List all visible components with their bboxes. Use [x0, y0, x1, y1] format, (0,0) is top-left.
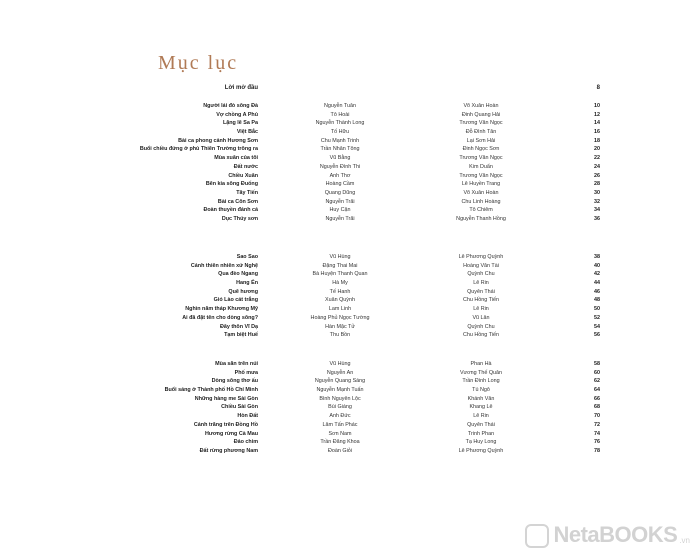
entry-illustrator: Hoàng Văn Tài [463, 262, 499, 269]
entry-title: Bên kia sông Đuống [205, 181, 258, 188]
entry-author: Hoàng Phủ Ngọc Tường [310, 314, 370, 321]
entry-author: Vũ Bằng [329, 155, 351, 162]
entry-title: Đất rừng phương Nam [199, 447, 258, 454]
toc-entry[interactable] [0, 189, 700, 198]
toc-entry[interactable] [0, 215, 700, 224]
entry-author: Chu Mạnh Trinh [320, 137, 360, 144]
toc-entry[interactable] [0, 180, 700, 189]
entry-illustrator: Tô Chiêm [469, 207, 493, 214]
entry-author: Hàn Mặc Tử [325, 323, 355, 330]
entry-illustrator: Đỗ Đình Tân [465, 129, 497, 136]
entry-page: 10 [594, 103, 600, 109]
entry-author: Nguyễn Trãi [325, 215, 355, 222]
toc-entry[interactable] [0, 430, 700, 439]
entry-illustrator: Võ Xuân Hoàn [463, 103, 499, 109]
entry-page: 46 [594, 288, 600, 295]
entry-illustrator: Quỳnh Chu [467, 323, 495, 330]
entry-title: Đất nước [233, 163, 258, 170]
entry-author: Lam Linh [328, 306, 352, 313]
entry-author: Đoàn Giỏi [328, 447, 352, 454]
entry-title: Ai đã đặt tên cho dòng sông? [182, 314, 258, 321]
toc-entry[interactable] [0, 395, 700, 404]
entry-title: Chiều Xuân [228, 172, 258, 179]
toc-entry[interactable] [0, 360, 700, 369]
entry-author: Hà My [332, 280, 348, 287]
entry-illustrator: Kim Duẩn [469, 163, 493, 170]
toc-entry[interactable] [0, 119, 700, 128]
entry-illustrator: Khang Lê [469, 404, 493, 411]
entry-page: 72 [594, 421, 600, 428]
entry-illustrator: Trương Văn Ngọc [459, 120, 503, 127]
entry-illustrator: Lê Phương Quỳnh [458, 447, 504, 454]
entry-title: Nghìn năm tháp Khương Mỹ [185, 306, 258, 313]
entry-title: Qua đèo Ngang [218, 271, 258, 278]
entry-page: 32 [594, 198, 600, 205]
entry-author: Anh Đức [329, 413, 351, 420]
entry-author: Nguyễn Quang Sáng [314, 378, 366, 385]
toc-entry[interactable] [0, 447, 700, 456]
toc-entry[interactable] [0, 403, 700, 412]
entry-title: Việt Bắc [236, 129, 258, 136]
entry-page: 26 [594, 172, 600, 179]
entry-title: Buổi sáng ở Thành phố Hồ Chí Minh [164, 387, 258, 394]
toc-entry[interactable] [0, 438, 700, 447]
entry-illustrator: Phan Hà [470, 361, 492, 367]
entry-page: 66 [594, 395, 600, 402]
entry-title: Bài ca Côn Sơn [217, 198, 258, 205]
entry-page: 40 [594, 262, 600, 269]
toc-entry[interactable] [0, 111, 700, 120]
entry-page: 42 [594, 271, 600, 278]
toc-entry[interactable] [0, 421, 700, 430]
entry-title: Phố mưa [234, 369, 258, 376]
entry-author: Tô Hoài [330, 111, 350, 118]
entry-author: Nguyễn Tuân [323, 103, 357, 109]
entry-author: Lâm Tấn Phác [322, 421, 358, 428]
entry-page: 30 [594, 189, 600, 196]
entry-page: 50 [594, 306, 600, 313]
entry-page: 68 [594, 404, 600, 411]
toc-entry[interactable] [0, 163, 700, 172]
watermark [525, 522, 690, 548]
entry-illustrator: Lê Huyền Trang [461, 181, 501, 188]
entry-page: 64 [594, 387, 600, 394]
entry-illustrator: Chu Hồng Tiến [463, 297, 499, 304]
toc-entry[interactable] [0, 172, 700, 181]
entry-title: Đoàn thuyền đánh cá [203, 207, 258, 214]
entry-page: 16 [594, 129, 600, 136]
entry-page: 60 [594, 369, 600, 376]
entry-author: Bình Nguyên Lộc [319, 395, 361, 402]
entry-title: Những hàng me Sài Gòn [194, 395, 258, 402]
toc-entry[interactable] [0, 262, 700, 271]
entry-illustrator: Quyên Thái [467, 288, 495, 295]
entry-author: Sơn Nam [328, 430, 352, 437]
entry-illustrator: Lê Rin [473, 413, 489, 420]
toc-entry[interactable] [0, 198, 700, 207]
entry-page: 20 [594, 146, 600, 153]
entry-page: 28 [594, 181, 600, 188]
entry-title: Cảnh trăng trên Đồng Hồ [193, 421, 258, 428]
entry-title: Người lái đò sông Đà [203, 103, 258, 109]
preface-row[interactable] [0, 85, 700, 97]
entry-illustrator: Lê Rin [473, 280, 489, 287]
entry-title: Dục Thúy sơn [221, 215, 258, 222]
toc-entry[interactable] [0, 331, 700, 340]
entry-author: Trần Nhân Tông [320, 146, 360, 153]
preface-title: Lời mở đầu [224, 85, 258, 91]
entry-author: Bà Huyện Thanh Quan [312, 271, 368, 278]
toc-entry[interactable] [0, 305, 700, 314]
entry-page: 74 [594, 430, 600, 437]
entry-page: 34 [594, 207, 600, 214]
toc-entry[interactable] [0, 270, 700, 279]
entry-illustrator: Đinh Ngọc Sơn [462, 146, 500, 153]
entry-illustrator: Quyên Thái [467, 421, 495, 428]
entry-page: 48 [594, 297, 600, 304]
preface-page: 8 [596, 85, 600, 91]
entry-author: Anh Thơ [329, 172, 351, 179]
entry-illustrator: Đinh Quang Hải [461, 111, 501, 118]
entry-title: Dòng sông thơ ấu [211, 378, 258, 385]
toc-section-2 [0, 253, 700, 340]
entry-author: Tố Hữu [330, 129, 350, 136]
entry-title: Tây Tiến [236, 189, 258, 196]
entry-author: Nguyễn An [326, 369, 354, 376]
toc-entry[interactable] [0, 314, 700, 323]
entry-illustrator: Chu Linh Hoàng [461, 198, 501, 205]
entry-page: 76 [594, 439, 600, 446]
toc-entry[interactable] [0, 253, 700, 262]
entry-illustrator: Lại Sơn Hải [466, 137, 496, 144]
entry-title: Buổi chiều đứng ở phủ Thiên Trường trông ra [139, 146, 258, 153]
entry-title: Chiều Sài Gòn [221, 404, 258, 411]
entry-author: Xuân Quỳnh [325, 297, 355, 304]
entry-author: Tế Hanh [329, 288, 351, 295]
toc-entry[interactable] [0, 412, 700, 421]
entry-illustrator: Vương Thế Quân [459, 369, 503, 376]
entry-author: Nguyễn Mạnh Tuấn [316, 387, 364, 394]
entry-illustrator: Trương Văn Ngọc [459, 172, 503, 179]
entry-title: Cảnh thiên nhiên xứ Nghệ [190, 262, 258, 269]
entry-author: Nguyễn Trãi [325, 198, 355, 205]
entry-illustrator: Khánh Vân [467, 395, 495, 402]
entry-page: 78 [594, 447, 600, 454]
entry-page: 22 [594, 155, 600, 162]
entry-title: Hương rừng Cà Mau [205, 430, 258, 437]
entry-page: 52 [594, 314, 600, 321]
toc-entry[interactable] [0, 154, 700, 163]
toc-entry[interactable] [0, 145, 700, 154]
entry-author: Quang Dũng [324, 189, 356, 196]
entry-illustrator: Lê Rin [473, 306, 489, 313]
entry-title: Đảo chim [233, 439, 258, 446]
entry-title: Gió Lào cát trắng [213, 297, 258, 304]
entry-title: Hang Én [236, 280, 258, 287]
entry-illustrator: Tạ Huy Long [465, 439, 497, 446]
entry-page: 62 [594, 378, 600, 385]
entry-illustrator: Chu Hồng Tiến [463, 332, 499, 339]
toc-entry[interactable] [0, 128, 700, 137]
entry-title: Hòn Đất [237, 413, 258, 420]
entry-page: 18 [594, 137, 600, 144]
toc-section-3 [0, 360, 700, 456]
watermark-suffix: .vn [679, 536, 690, 545]
entry-title: Đây thôn Vĩ Dạ [219, 323, 258, 330]
toc-entry[interactable] [0, 296, 700, 305]
entry-page: 56 [594, 332, 600, 339]
entry-illustrator: Trần Đình Long [462, 378, 500, 385]
entry-author: Huy Cận [329, 207, 351, 214]
toc-entry[interactable] [0, 288, 700, 297]
entry-author: Hoàng Cầm [325, 181, 355, 188]
entry-author: Bùi Giáng [328, 404, 352, 411]
entry-title: Tạm biệt Huế [224, 332, 258, 339]
entry-page: 24 [594, 163, 600, 170]
toc-entry[interactable] [0, 206, 700, 215]
entry-illustrator: Quỳnh Chu [467, 271, 495, 278]
entry-page: 36 [594, 215, 600, 222]
entry-illustrator: Lê Phương Quỳnh [458, 254, 504, 260]
entry-illustrator: Vũ Lân [472, 314, 490, 321]
entry-page: 12 [594, 111, 600, 118]
entry-author: Vũ Hùng [329, 254, 351, 260]
entry-illustrator: Võ Xuân Hoàn [463, 189, 499, 196]
entry-page: 70 [594, 413, 600, 420]
entry-title: Mùa săn trên núi [215, 361, 258, 367]
netabooks-logo-icon [525, 524, 549, 548]
toc-entry[interactable] [0, 323, 700, 332]
entry-author: Vũ Hùng [329, 361, 351, 367]
entry-page: 54 [594, 323, 600, 330]
entry-illustrator: Trương Văn Ngọc [459, 155, 503, 162]
toc-title: Mục lục [158, 52, 239, 74]
entry-title: Vợ chồng A Phủ [216, 111, 258, 118]
entry-illustrator: Trinh Phan [467, 430, 495, 437]
watermark-brand: NetaBOOKS [553, 522, 678, 547]
entry-author: Nguyễn Thành Long [315, 120, 365, 127]
entry-page: 58 [594, 361, 600, 367]
entry-page: 44 [594, 280, 600, 287]
entry-title: Sao Sao [236, 254, 258, 260]
toc-entry[interactable] [0, 137, 700, 146]
toc-entry[interactable] [0, 102, 700, 111]
entry-page: 14 [594, 120, 600, 127]
toc-entry[interactable] [0, 377, 700, 386]
toc-entry[interactable] [0, 386, 700, 395]
toc-section-1 [0, 102, 700, 224]
entry-title: Lặng lẽ Sa Pa [222, 120, 258, 127]
entry-title: Quê hương [228, 288, 258, 295]
entry-title: Mùa xuân của tôi [214, 155, 258, 162]
entry-author: Trần Đăng Khoa [320, 439, 360, 446]
entry-author: Đặng Thai Mai [322, 262, 358, 269]
toc-entry[interactable] [0, 279, 700, 288]
entry-author: Thu Bồn [329, 332, 351, 339]
entry-author: Nguyễn Đình Thi [319, 163, 361, 170]
entry-page: 38 [594, 254, 600, 260]
entry-illustrator: Nguyễn Thanh Hồng [456, 215, 506, 222]
entry-illustrator: Tú Ngô [472, 387, 490, 394]
toc-entry[interactable] [0, 369, 700, 378]
entry-title: Bài ca phong cảnh Hương Sơn [178, 137, 258, 144]
